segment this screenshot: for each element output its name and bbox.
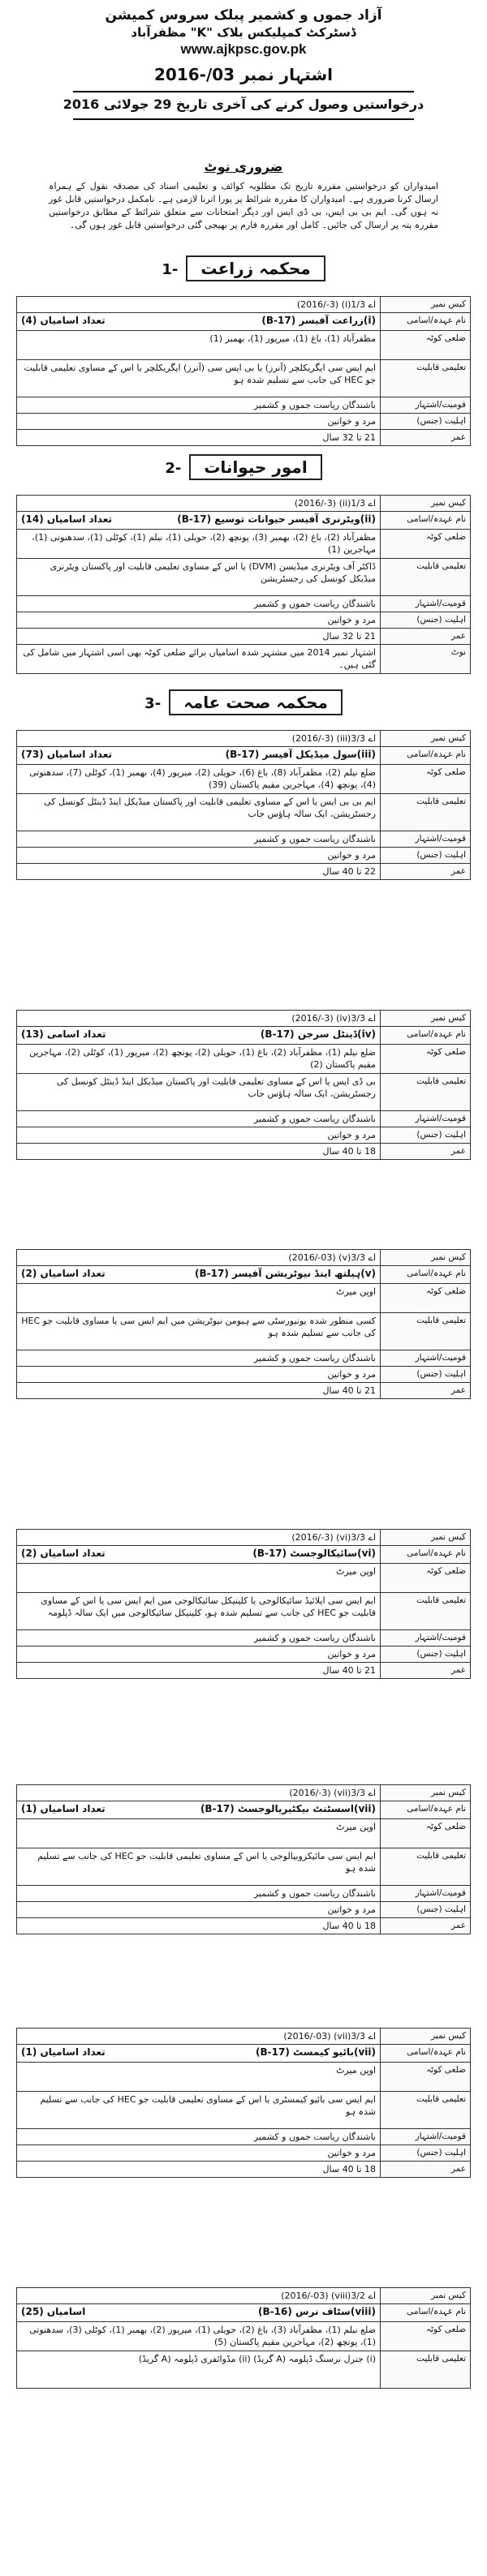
section-heading	[0, 454, 487, 480]
section-title-box	[189, 454, 321, 480]
card-row-note	[17, 645, 471, 674]
row-text-qualification: ایم ایس سی ایگریکلچر (آنرز) یا بی ایس سی (آنرز) ایگریکلچر یا اس کے مساوی تعلیمی قابلیت جو HEC کی جانب سے تسلیم شدہ ہو	[24, 363, 376, 385]
row-text-nationality: باشندگان ریاست جموں و کشمیر	[253, 599, 376, 609]
note-title: ضروری نوٹ	[204, 159, 283, 174]
row-text-qualification: ڈاکٹر آف ویٹرنری میڈیسن (DVM) یا اس کے مساوی تعلیمی قابلیت اور پاکستان ویٹرنری میڈیکل کونسل کی رجسٹریشن	[50, 561, 376, 584]
row-label: نوٹ	[381, 645, 471, 674]
row-text-eligibility: مرد و خواتین	[327, 1130, 376, 1140]
row-text-age: 18 تا 40 سال	[322, 1146, 376, 1157]
job-card	[16, 2028, 471, 2178]
row-value	[17, 1785, 381, 1801]
row-value	[17, 645, 381, 674]
post-title: (vi)سائیکالوجسٹ (B-17)	[252, 1548, 376, 1559]
section-title-box	[186, 255, 325, 281]
post-title: (iii)سول میڈیکل آفیسر (B-17)	[225, 749, 376, 760]
row-value	[17, 430, 381, 446]
card-row-case	[17, 1011, 471, 1027]
row-text-case: اے 3/3(v) (2016/-03)	[288, 1252, 376, 1263]
card-row-qualification	[17, 360, 471, 397]
vacancy-count: تعداد اسامیاں (73)	[21, 749, 113, 760]
row-text-eligibility: مرد و خواتین	[327, 416, 376, 427]
row-value	[17, 1902, 381, 1918]
row-label: نام عہدہ/اسامی	[381, 313, 471, 331]
row-text-qualification: ایم ایس سی بائیو کیمسٹری یا اس کے مساوی تعلیمی قابلیت جو HEC کی جانب سے تسلیم شدہ ہو	[40, 2094, 376, 2117]
row-value	[17, 2092, 381, 2129]
card-row-eligibility	[17, 1646, 471, 1663]
row-label: نام عہدہ/اسامی	[381, 747, 471, 765]
row-text-case: اے 1/3(i) (2016/-3)	[296, 299, 376, 310]
row-text-nationality: باشندگان ریاست جموں و کشمیر	[253, 1114, 376, 1124]
card-row-post	[17, 1027, 471, 1045]
card-row-age	[17, 1663, 471, 1679]
section-title-box	[169, 689, 343, 715]
row-value	[17, 360, 381, 397]
org-address: ڈسٹرکٹ کمپلیکس بلاک "K" مظفرآباد	[131, 25, 356, 40]
row-value	[17, 1266, 381, 1284]
card-row-post	[17, 2045, 471, 2063]
row-text-age: 21 تا 40 سال	[322, 1665, 376, 1676]
card-row-nationality	[17, 596, 471, 612]
row-value	[17, 864, 381, 880]
row-label: تعلیمی قابلیت	[381, 2092, 471, 2129]
card-row-eligibility	[17, 1127, 471, 1144]
card-row-quota	[17, 2322, 471, 2351]
job-card	[16, 1249, 471, 1399]
card-row-case	[17, 2029, 471, 2045]
row-label: کیس نمبر	[381, 1011, 471, 1027]
card-row-case	[17, 297, 471, 313]
row-value	[17, 512, 381, 530]
row-text-eligibility: مرد و خواتین	[327, 850, 376, 861]
row-label: کیس نمبر	[381, 2288, 471, 2304]
row-text-age: 18 تا 40 سال	[322, 2164, 376, 2175]
row-value	[17, 612, 381, 629]
row-value	[17, 297, 381, 313]
card-row-case	[17, 1250, 471, 1266]
row-label: تعلیمی قابلیت	[381, 1593, 471, 1630]
row-label: تعلیمی قابلیت	[381, 794, 471, 831]
row-value	[17, 2304, 381, 2322]
row-value	[17, 1027, 381, 1045]
row-value	[17, 747, 381, 765]
row-text-nationality: باشندگان ریاست جموں و کشمیر	[253, 1633, 376, 1643]
row-text-age: 21 تا 32 سال	[322, 432, 376, 443]
row-text-qualification: ایم بی بی ایس یا اس کے مساوی تعلیمی قابلیت اور پاکستان میڈیکل اینڈ ڈینٹل کونسل کی رجسٹریشن، ایک سالہ ہاؤس جاب	[44, 796, 376, 819]
post-title: (v)ہیلتھ اینڈ نیوٹریشن آفیسر (B-17)	[195, 1268, 376, 1279]
row-value	[17, 848, 381, 864]
row-label: اہلیت (جنس)	[381, 612, 471, 629]
row-value	[17, 2162, 381, 2178]
row-label: عمر	[381, 1663, 471, 1679]
row-value	[17, 1045, 381, 1074]
row-value	[17, 1918, 381, 1934]
card-row-qualification	[17, 1593, 471, 1630]
card-row-post	[17, 1801, 471, 1819]
advertisement-number: اشتہار نمبر 03/-2016	[153, 65, 333, 84]
row-label: کیس نمبر	[381, 297, 471, 313]
card-row-case	[17, 1785, 471, 1801]
card-row-age	[17, 1144, 471, 1160]
row-text-quota: اوپن میرٹ	[336, 1822, 376, 1832]
row-label: ضلعی کوٹہ	[381, 1284, 471, 1313]
card-row-post	[17, 1546, 471, 1564]
row-label: عمر	[381, 430, 471, 446]
section-title: محکمہ زراعت	[200, 259, 311, 278]
card-row-eligibility	[17, 1367, 471, 1383]
row-label: اہلیت (جنس)	[381, 2145, 471, 2162]
card-row-case	[17, 1530, 471, 1546]
post-title: (iv)ڈینٹل سرجن (B-17)	[260, 1028, 376, 1040]
card-row-nationality	[17, 2129, 471, 2145]
row-value	[17, 596, 381, 612]
card-row-age	[17, 2162, 471, 2178]
card-row-qualification	[17, 2092, 471, 2129]
row-value	[17, 1144, 381, 1160]
org-name: آزاد جموں و کشمیر پبلک سروس کمیشن	[105, 7, 382, 24]
row-label: عمر	[381, 1918, 471, 1934]
row-label: اہلیت (جنس)	[381, 848, 471, 864]
row-text-eligibility: مرد و خواتین	[327, 2148, 376, 2158]
row-value	[17, 1074, 381, 1111]
row-value	[17, 2288, 381, 2304]
row-value	[17, 629, 381, 645]
post-title: (i)زراعت آفیسر (B-17)	[261, 315, 376, 326]
row-label: قومیت/اشتہار	[381, 1630, 471, 1646]
row-value	[17, 1593, 381, 1630]
row-value	[17, 2322, 381, 2351]
row-label: قومیت/اشتہار	[381, 1111, 471, 1127]
row-label: عمر	[381, 1144, 471, 1160]
row-label: تعلیمی قابلیت	[381, 2351, 471, 2389]
post-title: (vii)اسسٹنٹ بیکٹیریالوجسٹ (B-17)	[200, 1803, 376, 1814]
row-text-quota: مظفرآباد (1)، باغ (1)، میرپور (1)، بھمبر (1)	[209, 333, 376, 344]
row-value	[17, 1250, 381, 1266]
card-row-quota	[17, 1045, 471, 1074]
job-card	[16, 1784, 471, 1934]
row-text-age: 18 تا 40 سال	[322, 1921, 376, 1931]
card-row-quota	[17, 765, 471, 794]
card-row-nationality	[17, 397, 471, 414]
post-title: (ii)ویٹرنری آفیسر حیوانات توسیع (B-17)	[177, 513, 376, 525]
post-title: (vii)بائیو کیمسٹ (B-17)	[256, 2046, 376, 2058]
row-text-quota: اوپن میرٹ	[336, 1286, 376, 1297]
job-card	[16, 2287, 471, 2389]
row-text-eligibility: مرد و خواتین	[327, 1649, 376, 1659]
row-label: کیس نمبر	[381, 731, 471, 747]
row-label: تعلیمی قابلیت	[381, 360, 471, 397]
vacancy-count: تعداد اسامیاں (14)	[21, 513, 113, 525]
row-value	[17, 1367, 381, 1383]
row-value	[17, 1313, 381, 1350]
card-row-qualification	[17, 559, 471, 596]
row-label: قومیت/اشتہار	[381, 831, 471, 848]
row-text-case: اے 3/3(iii) (2016/-3)	[291, 733, 376, 744]
row-text-case: اے 3/3(vi) (2016/-3)	[291, 1532, 376, 1543]
row-value	[17, 1011, 381, 1027]
row-label: عمر	[381, 629, 471, 645]
divider	[73, 118, 414, 120]
row-label: نام عہدہ/اسامی	[381, 1266, 471, 1284]
vacancy-count: تعداد اسامیاں (1)	[21, 2046, 106, 2058]
row-text-case: اے 1/3(ii) (2016/-3)	[294, 498, 376, 509]
row-label: عمر	[381, 1383, 471, 1399]
row-value	[17, 1383, 381, 1399]
row-value	[17, 559, 381, 596]
row-label: ضلعی کوٹہ	[381, 1045, 471, 1074]
card-row-nationality	[17, 1630, 471, 1646]
row-text-case: اے 3/3(vii) (2016/-3)	[289, 1788, 376, 1798]
vacancy-count: تعداد اسامیاں (2)	[21, 1548, 106, 1559]
row-text-qualification: (i) جنرل نرسنگ ڈپلومہ (A گریڈ) (ii) مڈوائفری ڈپلومہ (A گریڈ)	[138, 2354, 376, 2364]
row-label: قومیت/اشتہار	[381, 397, 471, 414]
card-row-quota	[17, 530, 471, 559]
row-text-eligibility: مرد و خواتین	[327, 615, 376, 625]
row-value	[17, 1848, 381, 1886]
row-value	[17, 414, 381, 430]
card-row-qualification	[17, 1848, 471, 1886]
header	[0, 6, 487, 120]
row-text-note: اشتہار نمبر 2014 میں مشتہر شدہ اسامیاں برائے ضلعی کوٹہ بھی اسی اشتہار میں شامل کی گئی ہیں۔	[23, 647, 376, 670]
row-text-quota: مظفرآباد (2)، باغ (2)، بھمبر (3)، پونچھ (2)، حویلی (1)، نیلم (1)، کوٹلی (1)، سدھنوتی (1)، مہاجرین (1)	[32, 532, 376, 555]
row-text-case: اے 3/3(iv) (2016/-3)	[291, 1013, 376, 1024]
row-label: ضلعی کوٹہ	[381, 2322, 471, 2351]
card-row-quota	[17, 1284, 471, 1313]
job-card	[16, 730, 471, 880]
row-label: ضلعی کوٹہ	[381, 765, 471, 794]
vacancy-count: اسامیاں (25)	[21, 2306, 86, 2317]
row-label: نام عہدہ/اسامی	[381, 512, 471, 530]
row-label: کیس نمبر	[381, 1530, 471, 1546]
card-row-quota	[17, 1819, 471, 1848]
row-text-nationality: باشندگان ریاست جموں و کشمیر	[253, 2132, 376, 2142]
row-label: اہلیت (جنس)	[381, 1367, 471, 1383]
card-row-case	[17, 731, 471, 747]
card-row-nationality	[17, 1886, 471, 1902]
card-row-age	[17, 430, 471, 446]
job-card	[16, 495, 471, 674]
row-value	[17, 731, 381, 747]
row-label: تعلیمی قابلیت	[381, 1313, 471, 1350]
row-text-quota: ضلع نیلم (1)، مظفرآباد (2)، باغ (1)، حویلی (2)، پونچھ (2)، میرپور (1)، کوٹلی (2)، مہاجرین مقیم پاکستان (2)	[29, 1047, 376, 1070]
row-value	[17, 1564, 381, 1593]
card-row-post	[17, 313, 471, 331]
card-row-eligibility	[17, 414, 471, 430]
row-label: کیس نمبر	[381, 2029, 471, 2045]
row-value	[17, 1819, 381, 1848]
row-label: اہلیت (جنس)	[381, 1902, 471, 1918]
section-heading	[0, 689, 487, 715]
row-text-nationality: باشندگان ریاست جموں و کشمیر	[253, 1353, 376, 1363]
row-label: تعلیمی قابلیت	[381, 559, 471, 596]
card-row-post	[17, 747, 471, 765]
row-label: ضلعی کوٹہ	[381, 1819, 471, 1848]
row-label: قومیت/اشتہار	[381, 2129, 471, 2145]
row-value	[17, 2145, 381, 2162]
card-row-post	[17, 1266, 471, 1284]
job-card	[16, 296, 471, 446]
row-value	[17, 1886, 381, 1902]
row-label: اہلیت (جنس)	[381, 1646, 471, 1663]
card-row-age	[17, 1918, 471, 1934]
row-label: نام عہدہ/اسامی	[381, 1801, 471, 1819]
card-row-post	[17, 2304, 471, 2322]
card-row-nationality	[17, 1350, 471, 1367]
card-row-age	[17, 1383, 471, 1399]
row-label: نام عہدہ/اسامی	[381, 2304, 471, 2322]
deadline-text: درخواستیں وصول کرنے کی آخری تاریخ 29 جولائی 2016	[62, 97, 425, 112]
row-label: نام عہدہ/اسامی	[381, 1546, 471, 1564]
row-label: عمر	[381, 2162, 471, 2178]
section-number: -1	[162, 261, 179, 278]
card-row-qualification	[17, 1313, 471, 1350]
vacancy-count: تعداد اسامیاں (1)	[21, 1803, 106, 1814]
row-label: تعلیمی قابلیت	[381, 1848, 471, 1886]
divider	[73, 91, 414, 92]
vacancy-count: تعداد اسامیاں (2)	[21, 1268, 106, 1279]
card-row-case	[17, 496, 471, 512]
card-row-quota	[17, 2063, 471, 2092]
vacancy-count: تعداد اسامیاں (4)	[21, 315, 106, 326]
row-text-quota: اوپن میرٹ	[336, 1566, 376, 1577]
row-text-case: اے 3/3(vii) (2016/-03)	[283, 2031, 376, 2041]
card-row-age	[17, 864, 471, 880]
row-value	[17, 765, 381, 794]
row-text-quota: ضلع نیلم (2)، مظفرآباد (8)، باغ (6)، حویلی (2)، میرپور (4)، بھمبر (1)، کوٹلی (7)، سدھنوتی (4)، پونچھ (4)، مہاجرین مقیم پاکستان (39)	[29, 767, 376, 790]
row-label: قومیت/اشتہار	[381, 1350, 471, 1367]
row-text-eligibility: مرد و خواتین	[327, 1369, 376, 1380]
row-value	[17, 1284, 381, 1313]
row-label: عمر	[381, 864, 471, 880]
row-text-age: 22 تا 40 سال	[322, 866, 376, 877]
row-text-qualification: بی ڈی ایس یا اس کے مساوی تعلیمی قابلیت اور پاکستان میڈیکل اینڈ ڈینٹل کونسل کی رجسٹریشن، ایک سالہ ہاؤس جاب	[56, 1076, 376, 1099]
job-card	[16, 1010, 471, 1160]
row-text-qualification: ایم ایس سی اپلائیڈ سائیکالوجی یا کلینیکل سائیکالوجی میں ایم ایس سی یا اس کے مساوی قابلیت جو HEC کی جانب سے تسلیم شدہ ہو، کلینیکل سائیکالوجی میں ایک سالہ ڈپلومہ	[41, 1595, 376, 1618]
card-row-quota	[17, 1564, 471, 1593]
card-row-eligibility	[17, 2145, 471, 2162]
row-label: اہلیت (جنس)	[381, 1127, 471, 1144]
row-value	[17, 331, 381, 360]
row-text-quota: ضلع نیلم (1)، مظفرآباد (3)، باغ (2)، حویلی (1)، میرپور (2)، بھمبر (1)، کوٹلی (3)، سدھنوتی (1)، پونچھ (2)، مہاجرین مقیم پاکستان (5)	[29, 2325, 376, 2347]
row-label: نام عہدہ/اسامی	[381, 1027, 471, 1045]
card-row-age	[17, 629, 471, 645]
card-row-quota	[17, 331, 471, 360]
section-number: -2	[165, 460, 182, 477]
row-value	[17, 313, 381, 331]
vacancy-count: تعداد اسامی (13)	[21, 1028, 106, 1040]
row-text-nationality: باشندگان ریاست جموں و کشمیر	[253, 1888, 376, 1899]
row-value	[17, 2029, 381, 2045]
row-text-nationality: باشندگان ریاست جموں و کشمیر	[253, 400, 376, 410]
job-card	[16, 1529, 471, 1679]
card-row-nationality	[17, 1111, 471, 1127]
row-label: قومیت/اشتہار	[381, 1886, 471, 1902]
section-title: امور حیوانات	[204, 457, 308, 477]
row-text-age: 21 تا 40 سال	[322, 1385, 376, 1396]
row-value	[17, 2045, 381, 2063]
row-text-nationality: باشندگان ریاست جموں و کشمیر	[253, 834, 376, 844]
card-row-eligibility	[17, 848, 471, 864]
row-value	[17, 2129, 381, 2145]
row-value	[17, 1111, 381, 1127]
row-label: کیس نمبر	[381, 1785, 471, 1801]
row-value	[17, 2063, 381, 2092]
row-label: ضلعی کوٹہ	[381, 331, 471, 360]
row-label: ضلعی کوٹہ	[381, 530, 471, 559]
card-row-qualification	[17, 1074, 471, 1111]
row-text-qualification: ایم ایس سی مائیکروبیالوجی یا اس کے مساوی تعلیمی قابلیت جو HEC کی جانب سے تسلیم شدہ ہو	[37, 1851, 376, 1874]
card-row-eligibility	[17, 612, 471, 629]
section-heading	[0, 255, 487, 281]
row-value	[17, 794, 381, 831]
row-text-case: اے 3/2(viii) (2016/-03)	[281, 2290, 376, 2301]
row-value	[17, 530, 381, 559]
card-row-nationality	[17, 831, 471, 848]
row-value	[17, 1801, 381, 1819]
row-label: نام عہدہ/اسامی	[381, 2045, 471, 2063]
row-value	[17, 1350, 381, 1367]
row-label: ضلعی کوٹہ	[381, 1564, 471, 1593]
card-row-qualification	[17, 794, 471, 831]
card-row-case	[17, 2288, 471, 2304]
row-value	[17, 1127, 381, 1144]
row-value	[17, 2351, 381, 2389]
website-link[interactable]: www.ajkpsc.gov.pk	[180, 41, 307, 57]
row-label: تعلیمی قابلیت	[381, 1074, 471, 1111]
row-value	[17, 1530, 381, 1546]
row-value	[17, 496, 381, 512]
card-row-eligibility	[17, 1902, 471, 1918]
row-value	[17, 831, 381, 848]
row-value	[17, 1646, 381, 1663]
row-label: کیس نمبر	[381, 496, 471, 512]
row-text-eligibility: مرد و خواتین	[327, 1904, 376, 1915]
row-value	[17, 1546, 381, 1564]
row-value	[17, 1630, 381, 1646]
card-row-post	[17, 512, 471, 530]
row-text-qualification: کسی منظور شدہ یونیورسٹی سے ہیومن نیوٹریشن میں ایم ایس سی یا مساوی قابلیت جو HEC کی جانب سے تسلیم شدہ ہو	[21, 1316, 376, 1338]
row-value	[17, 1663, 381, 1679]
row-text-quota: اوپن میرٹ	[336, 2065, 376, 2076]
note-body: امیدواران کو درخواستیں مقررہ تاریخ تک مطلوبہ کوائف و تعلیمی اسناد کی مصدقہ نقول کے ہمراہ ارسال کرنا ضروری ہے۔ امیدواران کا مقررہ شرائط پر پورا اترنا لازمی ہے۔ نامکمل درخواستیں قابل غور نہ ہوں گی۔ ایم بی بی ایس، بی ڈی ایس اور دیگر امتحانات سے متعلق شرائط کے مطابق درخواستیں مقررہ پتہ پر ارسال کی جائیں۔ کامل اور مقررہ فارم پر بھیجی گئی درخواستیں قابل غور ہوں گی۔	[49, 181, 438, 230]
post-title: (viii)سٹاف نرس (B-16)	[258, 2306, 376, 2317]
row-label: ضلعی کوٹہ	[381, 2063, 471, 2092]
section-number: -3	[144, 695, 162, 712]
row-label: کیس نمبر	[381, 1250, 471, 1266]
row-value	[17, 397, 381, 414]
section-title: محکمہ صحت عامہ	[183, 693, 328, 712]
card-row-qualification	[17, 2351, 471, 2389]
row-label: قومیت/اشتہار	[381, 596, 471, 612]
row-text-age: 21 تا 32 سال	[322, 631, 376, 642]
row-label: اہلیت (جنس)	[381, 414, 471, 430]
